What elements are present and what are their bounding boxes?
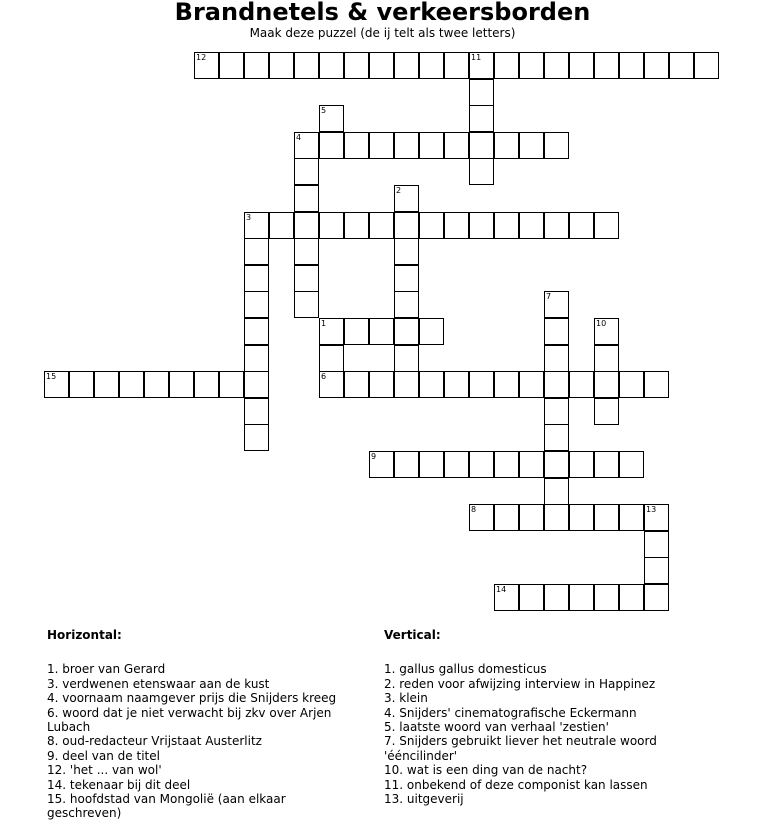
clue-number: 14	[496, 585, 507, 594]
crossword-cell[interactable]	[444, 451, 469, 478]
across-clue: 8. oud-redacteur Vrijstaat Austerlitz	[47, 734, 262, 749]
clue-number: 1	[321, 319, 327, 328]
crossword-cell[interactable]	[244, 424, 269, 451]
crossword-cell[interactable]	[494, 132, 519, 159]
crossword-cell[interactable]	[494, 371, 519, 398]
crossword-cell[interactable]	[244, 52, 269, 79]
crossword-cell[interactable]	[319, 318, 344, 345]
crossword-cell[interactable]	[469, 451, 494, 478]
crossword-cell[interactable]	[419, 132, 444, 159]
crossword-cell[interactable]	[594, 504, 619, 531]
across-clue: 12. 'het ... van wol'	[47, 763, 162, 778]
crossword-cell[interactable]	[644, 371, 669, 398]
clue-number: 12	[196, 53, 207, 62]
crossword-cell[interactable]	[294, 291, 319, 318]
across-clue: 14. tekenaar bij dit deel	[47, 777, 191, 792]
clue-number: 13	[646, 505, 657, 514]
crossword-cell[interactable]	[594, 212, 619, 239]
crossword-cell[interactable]	[469, 79, 494, 106]
crossword-cell[interactable]	[519, 371, 544, 398]
down-clue: 3. klein	[384, 691, 428, 706]
across-clue: 4. voornaam naamgever prijs die Snijders kreeg	[47, 691, 337, 706]
crossword-cell[interactable]	[269, 52, 294, 79]
crossword-cell[interactable]	[544, 584, 569, 611]
crossword-cell[interactable]	[544, 345, 569, 372]
crossword-cell[interactable]	[419, 451, 444, 478]
crossword-cell[interactable]	[244, 212, 269, 239]
crossword-cell[interactable]	[394, 52, 419, 79]
crossword-cell[interactable]	[469, 158, 494, 185]
crossword-cell[interactable]	[544, 318, 569, 345]
crossword-cell[interactable]	[519, 132, 544, 159]
crossword-cell[interactable]	[244, 265, 269, 292]
crossword-cell[interactable]	[544, 478, 569, 505]
crossword-cell[interactable]	[144, 371, 169, 398]
crossword-cell[interactable]	[294, 265, 319, 292]
crossword-cell[interactable]	[69, 371, 94, 398]
clue-number: 5	[321, 106, 327, 115]
crossword-cell[interactable]	[444, 52, 469, 79]
crossword-cell[interactable]	[294, 238, 319, 265]
crossword-cell[interactable]	[294, 185, 319, 212]
crossword-cell[interactable]	[544, 504, 569, 531]
crossword-cell[interactable]	[94, 371, 119, 398]
clue-number: 2	[396, 186, 402, 195]
down-clue: 5. laatste woord van verhaal 'zestien'	[384, 720, 609, 735]
crossword-cell[interactable]	[394, 238, 419, 265]
crossword-cell[interactable]	[569, 212, 594, 239]
crossword-cell[interactable]	[394, 265, 419, 292]
crossword-cell[interactable]	[244, 371, 269, 398]
across-heading: Horizontal:	[47, 628, 122, 642]
crossword-cell[interactable]	[594, 52, 619, 79]
crossword-cell[interactable]	[369, 132, 394, 159]
crossword-cell[interactable]	[469, 504, 494, 531]
crossword-cell[interactable]	[419, 212, 444, 239]
across-clue: 9. deel van de titel	[47, 748, 160, 763]
crossword-cell[interactable]	[544, 371, 569, 398]
across-clues	[47, 628, 347, 821]
crossword-cell[interactable]	[569, 504, 594, 531]
crossword-cell[interactable]	[619, 504, 644, 531]
crossword-cell[interactable]	[294, 132, 319, 159]
down-clue: 2. reden voor afwijzing interview in Happinez	[384, 676, 656, 691]
crossword-cell[interactable]	[644, 531, 669, 558]
across-clue: 1. broer van Gerard	[47, 662, 166, 677]
crossword-cell[interactable]	[594, 451, 619, 478]
crossword-cell[interactable]	[594, 318, 619, 345]
clue-number: 11	[471, 53, 482, 62]
crossword-cell[interactable]	[669, 52, 694, 79]
crossword-cell[interactable]	[394, 185, 419, 212]
crossword-cell[interactable]	[244, 291, 269, 318]
crossword-cell[interactable]	[444, 212, 469, 239]
crossword-cell[interactable]	[494, 212, 519, 239]
crossword-cell[interactable]	[444, 371, 469, 398]
crossword-cell[interactable]	[419, 52, 444, 79]
crossword-cell[interactable]	[644, 52, 669, 79]
crossword-cell[interactable]	[469, 371, 494, 398]
down-clues	[384, 628, 694, 806]
crossword-cell[interactable]	[569, 451, 594, 478]
crossword-cell[interactable]	[594, 398, 619, 425]
crossword-cell[interactable]	[44, 371, 69, 398]
crossword-cell[interactable]	[494, 52, 519, 79]
crossword-cell[interactable]	[369, 371, 394, 398]
crossword-cell[interactable]	[244, 238, 269, 265]
across-clue: 15. hoofdstad van Mongolië (aan elkaar geschreven)	[47, 792, 286, 821]
clue-number: 10	[596, 319, 607, 328]
puzzle-title: Brandnetels & verkeersborden	[174, 0, 591, 26]
crossword-cell[interactable]	[519, 212, 544, 239]
across-clue: 6. woord dat je niet verwacht bij zkv over Arjen Lubach	[47, 705, 332, 735]
crossword-cell[interactable]	[594, 584, 619, 611]
crossword-cell[interactable]	[469, 52, 494, 79]
clue-number: 8	[471, 505, 477, 514]
crossword-cell[interactable]	[444, 132, 469, 159]
crossword-cell[interactable]	[319, 52, 344, 79]
down-clue: 11. onbekend of deze componist kan lassen	[384, 777, 648, 792]
crossword-cell[interactable]	[394, 132, 419, 159]
crossword-cell[interactable]	[119, 371, 144, 398]
crossword-cell[interactable]	[544, 52, 569, 79]
down-clue: 7. Snijders gebruikt liever het neutrale woord 'ééncilinder'	[384, 734, 657, 763]
crossword-cell[interactable]	[619, 451, 644, 478]
crossword-cell[interactable]	[544, 424, 569, 451]
clue-number: 3	[246, 213, 252, 222]
crossword-cell[interactable]	[494, 584, 519, 611]
crossword-cell[interactable]	[519, 52, 544, 79]
clue-number: 9	[371, 452, 377, 461]
crossword-cell[interactable]	[344, 212, 369, 239]
clue-number: 15	[46, 372, 57, 381]
crossword-cell[interactable]	[319, 105, 344, 132]
crossword-cell[interactable]	[469, 212, 494, 239]
crossword-cell[interactable]	[694, 52, 719, 79]
crossword-cell[interactable]	[569, 371, 594, 398]
crossword-cell[interactable]	[519, 504, 544, 531]
down-clue: 1. gallus gallus domesticus	[384, 662, 547, 677]
crossword-cell[interactable]	[319, 371, 344, 398]
crossword-cell[interactable]	[644, 504, 669, 531]
crossword-cell[interactable]	[344, 318, 369, 345]
crossword-cell[interactable]	[319, 132, 344, 159]
crossword-cell[interactable]	[544, 212, 569, 239]
crossword-cell[interactable]	[194, 371, 219, 398]
crossword-cell[interactable]	[244, 345, 269, 372]
crossword-cell[interactable]	[344, 52, 369, 79]
crossword-cell[interactable]	[369, 52, 394, 79]
crossword-cell[interactable]	[594, 371, 619, 398]
crossword-cell[interactable]	[394, 345, 419, 372]
crossword-cell[interactable]	[369, 318, 394, 345]
crossword-cell[interactable]	[369, 451, 394, 478]
crossword-cell[interactable]	[394, 318, 419, 345]
crossword-cell[interactable]	[319, 212, 344, 239]
crossword-cell[interactable]	[594, 345, 619, 372]
down-clue: 13. uitgeverij	[384, 792, 464, 807]
crossword-cell[interactable]	[569, 584, 594, 611]
crossword-cell[interactable]	[269, 212, 294, 239]
crossword-cell[interactable]	[244, 318, 269, 345]
puzzle-subtitle: Maak deze puzzel (de ij telt als twee letters)	[249, 26, 516, 40]
crossword-cell[interactable]	[419, 371, 444, 398]
crossword-cell[interactable]	[569, 52, 594, 79]
across-clue: 3. verdwenen etenswaar aan de kust	[47, 676, 270, 691]
crossword-cell[interactable]	[469, 132, 494, 159]
clue-number: 4	[296, 133, 302, 142]
crossword-cell[interactable]	[544, 451, 569, 478]
crossword-cell[interactable]	[394, 291, 419, 318]
crossword-cell[interactable]	[619, 371, 644, 398]
crossword-cell[interactable]	[294, 52, 319, 79]
crossword-cell[interactable]	[519, 584, 544, 611]
crossword-cell[interactable]	[469, 105, 494, 132]
crossword-cell[interactable]	[544, 398, 569, 425]
crossword-cell[interactable]	[544, 132, 569, 159]
crossword-cell[interactable]	[344, 371, 369, 398]
crossword-cell[interactable]	[194, 52, 219, 79]
crossword-cell[interactable]	[294, 212, 319, 239]
crossword-cell[interactable]	[294, 158, 319, 185]
crossword-cell[interactable]	[369, 212, 394, 239]
crossword-cell[interactable]	[394, 371, 419, 398]
crossword-cell[interactable]	[644, 557, 669, 584]
crossword-cell[interactable]	[319, 345, 344, 372]
clue-number: 7	[546, 292, 552, 301]
crossword-cell[interactable]	[619, 52, 644, 79]
crossword-cell[interactable]	[419, 318, 444, 345]
down-clue: 4. Snijders' cinematografische Eckermann	[384, 705, 637, 720]
crossword-cell[interactable]	[494, 451, 519, 478]
down-heading: Vertical:	[384, 628, 441, 642]
crossword-cell[interactable]	[169, 371, 194, 398]
crossword-cell[interactable]	[344, 132, 369, 159]
crossword-cell[interactable]	[644, 584, 669, 611]
crossword-cell[interactable]	[519, 451, 544, 478]
down-clue: 10. wat is een ding van de nacht?	[384, 763, 588, 778]
crossword-cell[interactable]	[619, 584, 644, 611]
crossword-cell[interactable]	[219, 371, 244, 398]
crossword-cell[interactable]	[244, 398, 269, 425]
crossword-cell[interactable]	[219, 52, 244, 79]
crossword-cell[interactable]	[394, 451, 419, 478]
crossword-cell[interactable]	[494, 504, 519, 531]
clue-number: 6	[321, 372, 327, 381]
crossword-cell[interactable]	[544, 291, 569, 318]
crossword-cell[interactable]	[394, 212, 419, 239]
